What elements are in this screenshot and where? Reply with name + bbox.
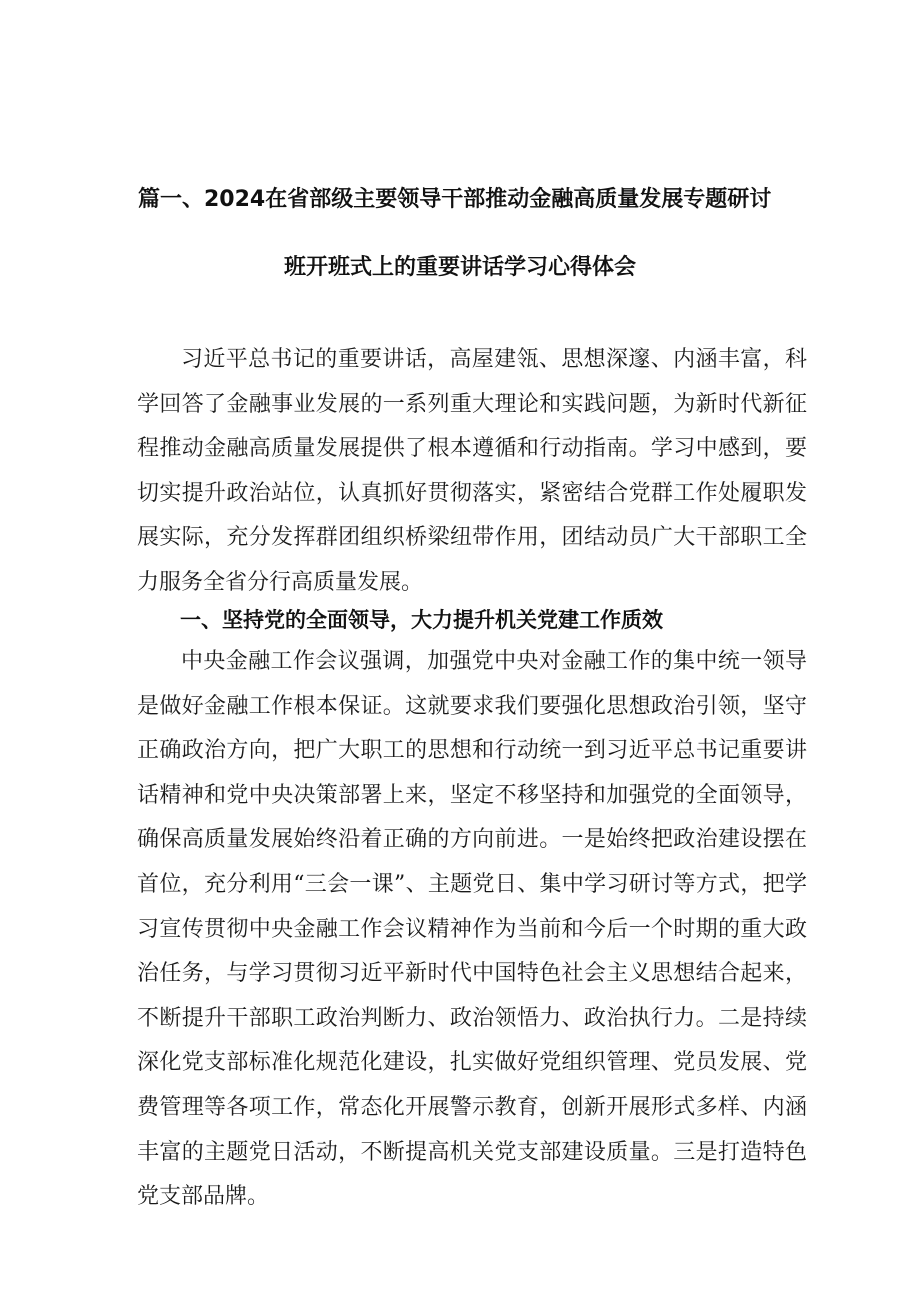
intro-paragraph: 习近平总书记的重要讲话，高屋建瓴、思想深邃、内涵丰富，科学回答了金融事业发展的一系列重大理论和实践问题，为新时代新征程推动金融高质量发展提供了根本遵循和行动指南。学习中感到，要切实提升政治站位，认真抓好贯彻落实，紧密结合党群工作处履职发展实际，充分发挥群团组织桥梁纽带作用，团结动员广大干部职工全力服务全省分行高质量发展。 [137,347,807,595]
section-heading-1: 一、坚持党的全面领导，大力提升机关党建工作质效 [180,608,663,632]
section-1-paragraph: 中央金融工作会议强调，加强党中央对金融工作的集中统一领导是做好金融工作根本保证。这就要求我们要强化思想政治引领，坚守正确政治方向，把广大职工的思想和行动统一到习近平总书记重要讲话精神和党中央决策部署上来，坚定不移坚持和加强党的全面领导，确保高质量发展始终沿着正确的方向前进。一是始终把政治建设摆在首位，充分利用“三会一课”、主题党日、集中学习研讨等方式，把学习宣传贯彻中央金融工作会议精神作为当前和今后一个时期的重大政治任务，与学习贯彻习近平新时代中国特色社会主义思想结合起来，不断提升干部职工政治判断力、政治领悟力、政治执行力。二是持续深化党支部标准化规范化建设，扎实做好党组织管理、党员发展、党费管理等各项工作，常态化开展警示教育，创新开展形式多样、内涵丰富的主题党日活动，不断提高机关党支部建设质量。三是打造特色党支部品牌。 [137,649,807,1210]
document-title-line-1: 篇一、2024在省部级主要领导干部推动金融高质量发展专题研讨 [138,187,772,212]
document-title-line-2: 班开班式上的重要讲话学习心得体会 [283,255,636,280]
